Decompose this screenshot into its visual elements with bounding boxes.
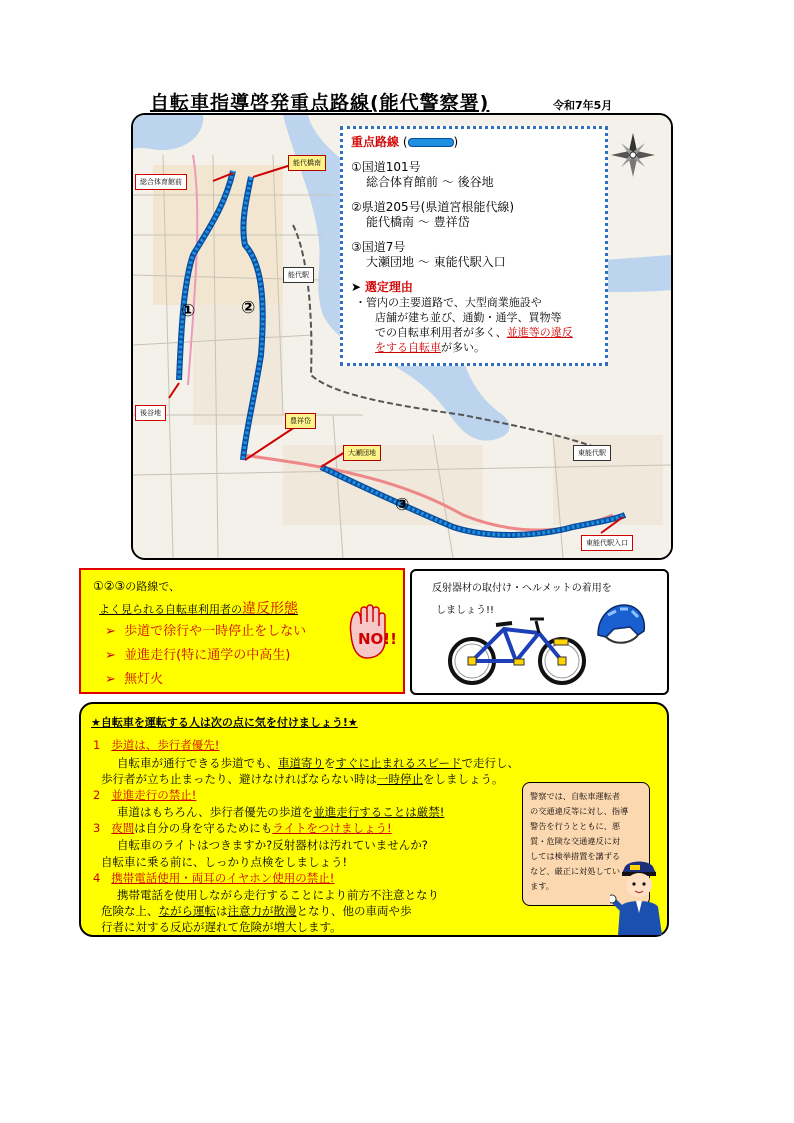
tip-4-number: 4 xyxy=(93,871,101,885)
tip-1-emph-3: 一時停止 xyxy=(377,772,423,786)
note-line-2: の交通違反等に対し、指導 xyxy=(530,806,629,816)
route-3-marker: ③ xyxy=(395,495,410,515)
tip-4-emph-2: 注意力が散漫 xyxy=(227,904,297,918)
violation-line-2: よく見られる自転車利用者の xyxy=(99,603,242,616)
tip-2-emph: 並進走行することは厳禁! xyxy=(313,805,445,819)
tip-4-text-3: となり、他の車両や歩 xyxy=(296,904,412,918)
tip-1-heading: 歩道は、歩行者優先! xyxy=(111,738,220,752)
tip-1-line-2: 歩行者が立ち止まったり、避けなければならない時は xyxy=(101,772,377,786)
reflector-helmet-panel xyxy=(410,569,669,695)
reason-line-4: が多い。 xyxy=(441,341,485,354)
label-higashi-station: 東能代駅 xyxy=(573,445,611,461)
label-noshiro-bridge: 能代橋南 xyxy=(288,155,326,171)
violation-route-nums: ①②③ xyxy=(93,579,126,593)
tip-1-text: 自転車が通行できる歩道でも、 xyxy=(117,756,278,770)
reason-line-4-emph: をする自転車 xyxy=(375,341,441,354)
tip-3-line-3: 自転車に乗る前に、しっかり点検をしましょう! xyxy=(101,855,348,869)
tip-3-text: は自分の身を守るためにも xyxy=(134,821,273,835)
reason-line-2: 店舗が建ち並び、通勤・通学、買物等 xyxy=(375,311,562,324)
route-1-section: 総合体育館前 〜 後谷地 xyxy=(366,175,494,189)
selection-reason xyxy=(351,280,597,355)
route-2-name: ②県道205号(県道宮根能代線) xyxy=(351,200,515,214)
note-line-1: 警察では、自転車運転者 xyxy=(530,791,621,801)
bullet-icon: ➢ xyxy=(105,648,116,663)
tip-3-number: 3 xyxy=(93,821,101,835)
reason-line-1: ・管内の主要道路で、大型商業施設や xyxy=(355,296,542,309)
tip-2-number: 2 xyxy=(93,788,101,802)
violation-item-2: 並進走行(特に通学の中高生) xyxy=(124,648,291,663)
bullet-icon: ➢ xyxy=(105,624,116,639)
police-officer-icon xyxy=(610,855,668,935)
route-2-marker: ② xyxy=(241,298,256,318)
note-line-7: ます。 xyxy=(530,881,554,891)
reason-heading: 選定理由 xyxy=(364,280,413,294)
bike-panel-line-1: 反射器材の取付け・ヘルメットの着用を xyxy=(432,583,612,594)
paren-open: ( xyxy=(402,135,408,149)
label-noshiro-station: 能代駅 xyxy=(283,267,314,283)
label-oseda: 大瀬団地 xyxy=(343,445,381,461)
reason-line-3: での自転車利用者が多く、 xyxy=(375,326,507,339)
route-3-name: ③国道7号 xyxy=(351,240,406,254)
note-line-3: 警告を行うとともに、悪 xyxy=(530,821,621,831)
legend-line-icon xyxy=(408,138,454,147)
tip-1-text-2: を xyxy=(324,756,336,770)
route-2-info xyxy=(351,200,597,230)
tip-3-emph-1: 夜間 xyxy=(111,821,135,835)
no-badge: NO!! xyxy=(358,630,397,648)
tip-4-emph-1: ながら運転 xyxy=(158,904,216,918)
bike-panel-line-2: しましょう!! xyxy=(436,605,495,616)
tip-4-line-3: 行者に対する反応が遅れて危険が増大します。 xyxy=(101,920,342,934)
tip-3-line-2: 自転車のライトはつきますか?反射器材は汚れていませんか? xyxy=(117,838,428,852)
tip-2-text: 車道はもちろん、歩行者優先の歩道を xyxy=(117,805,314,819)
violation-panel xyxy=(79,568,405,694)
page-title: 自転車指導啓発重点路線(能代警察署) xyxy=(150,92,490,114)
tip-1-line-2-end: をしましょう。 xyxy=(423,772,504,786)
route-1-info xyxy=(351,160,597,190)
issue-date: 令和7年5月 xyxy=(553,99,613,112)
bullet-icon: ➢ xyxy=(105,672,116,687)
note-line-5: しては検挙措置を講ずる xyxy=(530,851,621,861)
route-1-marker: ① xyxy=(181,301,196,321)
tip-1-number: 1 xyxy=(93,738,101,752)
route-3-info xyxy=(351,240,597,270)
note-line-6: など、厳正に対処してい xyxy=(530,866,621,876)
label-gokokuchi: 後谷地 xyxy=(135,405,166,421)
label-higashi-noshiro: 東能代駅入口 xyxy=(581,535,633,551)
violation-intro: の路線で、 xyxy=(125,580,181,593)
tip-2-heading: 並進走行の禁止! xyxy=(111,788,197,802)
tip-4-text: 危険な上、 xyxy=(101,904,159,918)
tip-4-line-1: 携帯電話を使用しながら走行することにより前方不注意となり xyxy=(117,888,439,902)
reason-line-3-emph: 並進等の違反 xyxy=(506,326,573,339)
violation-item-3: 無灯火 xyxy=(124,672,164,687)
info-heading: 重点路線 xyxy=(351,135,400,149)
note-line-4: 質・危険な交通違反に対 xyxy=(530,836,621,846)
tip-4-heading: 携帯電話使用・両耳のイヤホン使用の禁止! xyxy=(111,871,335,885)
tip-3-emph-2: ライトをつけましょう! xyxy=(272,821,392,835)
helmet-icon xyxy=(594,601,648,645)
bicycle-icon xyxy=(444,609,594,689)
route-3-section: 大瀬団地 〜 東能代駅入口 xyxy=(366,255,506,269)
reason-arrow-icon: ➤ xyxy=(351,280,362,294)
route-info-box xyxy=(340,126,608,366)
info-heading-row xyxy=(351,135,597,150)
violation-item-1: 歩道で徐行や一時停止をしない xyxy=(124,624,307,639)
violation-types-heading: 違反形態 xyxy=(242,601,298,617)
tip-1-emph-1: 車道寄り xyxy=(278,756,324,770)
tip-4-text-2: は xyxy=(216,904,228,918)
paren-close: ) xyxy=(453,135,459,149)
route-1-name: ①国道101号 xyxy=(351,160,421,174)
tip-1-text-3: で走行し、 xyxy=(461,756,520,770)
tip-1-emph-2: すぐに止まれるスピード xyxy=(335,756,462,770)
label-hoshoji: 豊祥岱 xyxy=(285,413,316,429)
route-2-section: 能代橋南 〜 豊祥岱 xyxy=(366,215,470,229)
label-sogo: 総合体育館前 xyxy=(135,174,187,190)
tips-heading: ★自転車を運転する人は次の点に気を付けましょう!★ xyxy=(91,716,358,729)
